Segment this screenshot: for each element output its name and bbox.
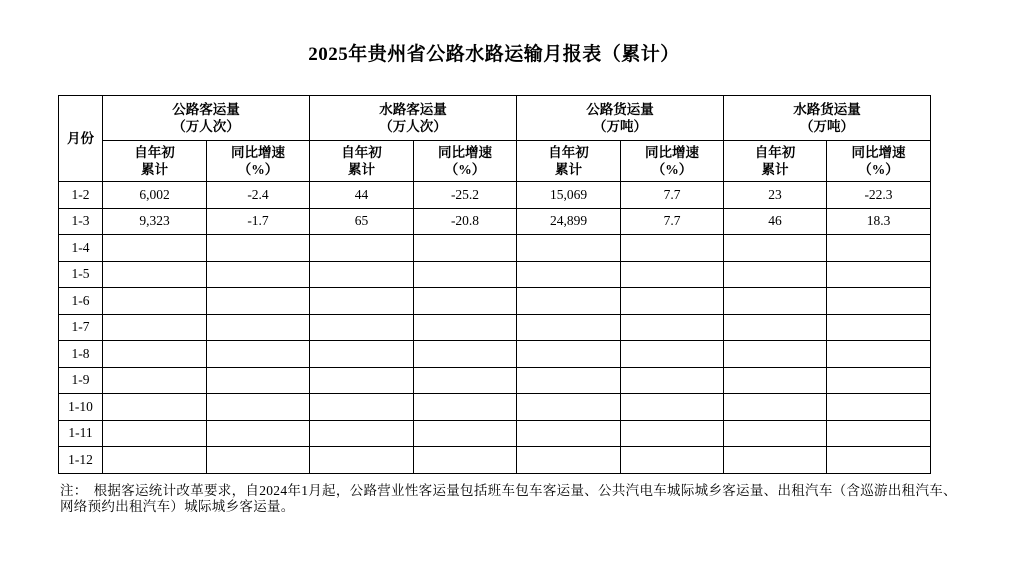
group-header-road-freight	[517, 96, 724, 141]
table-cell	[517, 367, 621, 394]
table-cell	[621, 261, 724, 288]
table-cell	[827, 261, 931, 288]
table-cell: 15,069	[517, 182, 621, 209]
table-cell: 44	[310, 182, 414, 209]
table-cell	[517, 261, 621, 288]
table-cell	[103, 288, 207, 315]
table-cell	[517, 314, 621, 341]
table-cell: 24,899	[517, 208, 621, 235]
growth-header	[621, 141, 724, 182]
table-cell: 7.7	[621, 208, 724, 235]
subheader-line: （%）	[651, 162, 693, 177]
table-cell	[414, 394, 517, 421]
growth-header	[207, 141, 310, 182]
table-cell	[517, 394, 621, 421]
group-name: 公路货运量	[586, 102, 654, 117]
table-cell	[724, 394, 827, 421]
table-cell	[724, 235, 827, 262]
table-cell: 6,002	[103, 182, 207, 209]
table-cell: 23	[724, 182, 827, 209]
group-unit: （万人次）	[379, 119, 447, 134]
subheader-line: 同比增速	[231, 145, 285, 160]
month-cell: 1-9	[59, 367, 103, 394]
table-row	[59, 261, 931, 288]
table-cell	[310, 341, 414, 368]
table-cell	[621, 367, 724, 394]
table-cell	[310, 314, 414, 341]
header-row-subcolumns	[59, 141, 931, 182]
table-cell	[517, 341, 621, 368]
table-cell	[827, 235, 931, 262]
cumulative-header	[103, 141, 207, 182]
table-cell: 46	[724, 208, 827, 235]
group-unit: （万吨）	[593, 119, 647, 134]
table-cell	[724, 261, 827, 288]
table-cell	[103, 394, 207, 421]
table-row	[59, 208, 931, 235]
table-cell	[207, 235, 310, 262]
table-row	[59, 341, 931, 368]
table-cell	[310, 394, 414, 421]
table-row	[59, 235, 931, 262]
table-cell	[310, 420, 414, 447]
table-cell	[414, 261, 517, 288]
table-cell	[414, 447, 517, 474]
subheader-line: 自年初	[754, 145, 796, 160]
table-cell	[310, 235, 414, 262]
subheader-line: 自年初	[134, 145, 175, 160]
table-row	[59, 314, 931, 341]
table-cell	[103, 235, 207, 262]
table-cell	[207, 314, 310, 341]
table-cell	[103, 367, 207, 394]
growth-header	[827, 141, 931, 182]
group-name: 水路货运量	[793, 102, 861, 117]
table-cell	[724, 288, 827, 315]
table-cell	[621, 394, 724, 421]
table-cell	[207, 341, 310, 368]
table-cell	[207, 367, 310, 394]
table-cell	[414, 314, 517, 341]
header-row-groups	[59, 96, 931, 141]
table-row	[59, 182, 931, 209]
month-cell: 1-2	[59, 182, 103, 209]
table-cell	[621, 235, 724, 262]
table-cell	[621, 447, 724, 474]
subheader-line: 同比增速	[645, 145, 699, 160]
subheader-line: （%）	[237, 162, 279, 177]
report-table	[58, 95, 931, 474]
table-cell: -1.7	[207, 208, 310, 235]
table-cell	[517, 235, 621, 262]
table-cell: 7.7	[621, 182, 724, 209]
month-cell: 1-3	[59, 208, 103, 235]
subheader-line: （%）	[858, 162, 899, 177]
table-cell	[207, 447, 310, 474]
table-cell	[827, 447, 931, 474]
table-cell	[103, 420, 207, 447]
table-cell	[621, 314, 724, 341]
subheader-line: 同比增速	[438, 145, 492, 160]
table-cell	[414, 367, 517, 394]
month-cell: 1-8	[59, 341, 103, 368]
table-cell	[621, 420, 724, 447]
table-cell: -2.4	[207, 182, 310, 209]
subheader-line: 自年初	[341, 145, 382, 160]
table-cell	[724, 341, 827, 368]
table-cell	[827, 288, 931, 315]
footnote-label: 注：	[60, 483, 88, 498]
table-cell	[517, 420, 621, 447]
growth-header	[414, 141, 517, 182]
table-cell: 18.3	[827, 208, 931, 235]
table-cell: -25.2	[414, 182, 517, 209]
table-cell	[621, 288, 724, 315]
table-cell	[517, 447, 621, 474]
subheader-line: 自年初	[548, 145, 589, 160]
subheader-line: 累计	[141, 162, 168, 177]
subheader-line: 累计	[555, 162, 582, 177]
cumulative-header	[310, 141, 414, 182]
table-cell	[414, 420, 517, 447]
table-cell: -22.3	[827, 182, 931, 209]
table-cell: 65	[310, 208, 414, 235]
table-cell	[207, 261, 310, 288]
table-cell	[207, 394, 310, 421]
table-cell	[827, 367, 931, 394]
group-header-water-freight	[724, 96, 931, 141]
table-row	[59, 367, 931, 394]
footnote-text: 根据客运统计改革要求，自2024年1月起，公路营业性客运量包括班车包车客运量、公共汽电车城际城乡客运量、出租汽车（含巡游出租汽车、	[93, 483, 957, 498]
table-cell	[724, 367, 827, 394]
subheader-line: （%）	[444, 162, 486, 177]
table-cell	[724, 314, 827, 341]
group-name: 公路客运量	[172, 102, 240, 117]
footnote-line	[60, 483, 957, 499]
cumulative-header	[724, 141, 827, 182]
table-cell	[827, 420, 931, 447]
footnote-line: 网络预约出租汽车）城际城乡客运量。	[60, 499, 295, 514]
table-cell	[310, 288, 414, 315]
table-row	[59, 288, 931, 315]
table-cell	[207, 288, 310, 315]
table-cell	[103, 314, 207, 341]
month-cell: 1-4	[59, 235, 103, 262]
month-cell: 1-10	[59, 394, 103, 421]
table-cell	[103, 341, 207, 368]
table-cell	[310, 367, 414, 394]
table-cell	[827, 314, 931, 341]
group-unit: （万人次）	[172, 119, 240, 134]
group-name: 水路客运量	[379, 102, 447, 117]
table-cell	[103, 261, 207, 288]
month-cell: 1-11	[59, 420, 103, 447]
subheader-line: 累计	[761, 162, 789, 177]
table-cell	[310, 261, 414, 288]
table-cell	[414, 288, 517, 315]
table-header	[59, 96, 931, 182]
subheader-line: 累计	[348, 162, 375, 177]
table-cell	[517, 288, 621, 315]
table-cell	[827, 341, 931, 368]
table-cell	[103, 447, 207, 474]
footnote	[60, 483, 957, 515]
month-cell: 1-12	[59, 447, 103, 474]
month-header: 月份	[59, 96, 103, 182]
table-cell	[827, 394, 931, 421]
cumulative-header	[517, 141, 621, 182]
table-row	[59, 394, 931, 421]
table-cell: 9,323	[103, 208, 207, 235]
month-cell: 1-5	[59, 261, 103, 288]
subheader-line: 同比增速	[851, 145, 906, 160]
table-cell	[414, 341, 517, 368]
table-cell: -20.8	[414, 208, 517, 235]
table-cell	[724, 447, 827, 474]
table-cell	[621, 341, 724, 368]
table-body	[59, 182, 931, 474]
month-cell: 1-6	[59, 288, 103, 315]
group-header-water-passenger	[310, 96, 517, 141]
table-cell	[310, 447, 414, 474]
table-row	[59, 420, 931, 447]
report-title: 2025年贵州省公路水路运输月报表（累计）	[308, 44, 680, 65]
table-cell	[207, 420, 310, 447]
group-unit: （万吨）	[800, 119, 854, 134]
table-cell	[724, 420, 827, 447]
group-header-road-passenger	[103, 96, 310, 141]
month-cell: 1-7	[59, 314, 103, 341]
table-row	[59, 447, 931, 474]
table-cell	[414, 235, 517, 262]
